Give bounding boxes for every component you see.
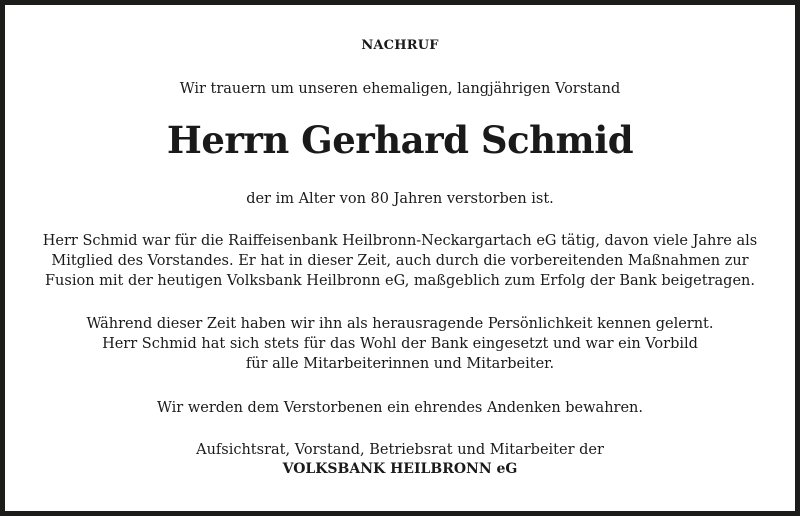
paragraph-line: Während dieser Zeit haben wir ihn als herausragende Persönlichkeit kennen gelernt.: [86, 316, 714, 332]
age-line: der im Alter von 80 Jahren verstorben ist.: [246, 191, 554, 207]
deceased-name: Herrn Gerhard Schmid: [166, 118, 634, 162]
paragraph-line: Wir werden dem Verstorbenen ein ehrendes Andenken bewahren.: [157, 400, 643, 416]
paragraph-line: Mitglied des Vorstandes. Er hat in dieser Zeit, auch durch die vorbereitenden Maßnahmen zur: [51, 253, 749, 269]
organization-name: VOLKSBANK HEILBRONN eG: [282, 461, 518, 477]
paragraph-line: Herr Schmid hat sich stets für das Wohl der Bank eingesetzt und war ein Vorbild: [102, 336, 698, 352]
signature-line: Aufsichtsrat, Vorstand, Betriebsrat und Mitarbeiter der: [196, 442, 604, 458]
paragraph-tribute: [5, 314, 795, 374]
paragraph-line: Herr Schmid war für die Raiffeisenbank Heilbronn-Neckargartach eG tätig, davon viele Jahre als: [42, 233, 758, 249]
obituary-notice: [5, 5, 795, 511]
paragraph-line: Fusion mit der heutigen Volksbank Heilbronn eG, maßgeblich zum Erfolg der Bank beigetragen.: [45, 273, 755, 289]
notice-intro: Wir trauern um unseren ehemaligen, langjährigen Vorstand: [179, 81, 621, 97]
paragraph-remembrance: [5, 398, 795, 418]
paragraph-career: [5, 231, 795, 291]
signature-block: [5, 441, 795, 479]
notice-kicker: NACHRUF: [361, 38, 439, 53]
paragraph-line: für alle Mitarbeiterinnen und Mitarbeiter.: [245, 356, 555, 372]
